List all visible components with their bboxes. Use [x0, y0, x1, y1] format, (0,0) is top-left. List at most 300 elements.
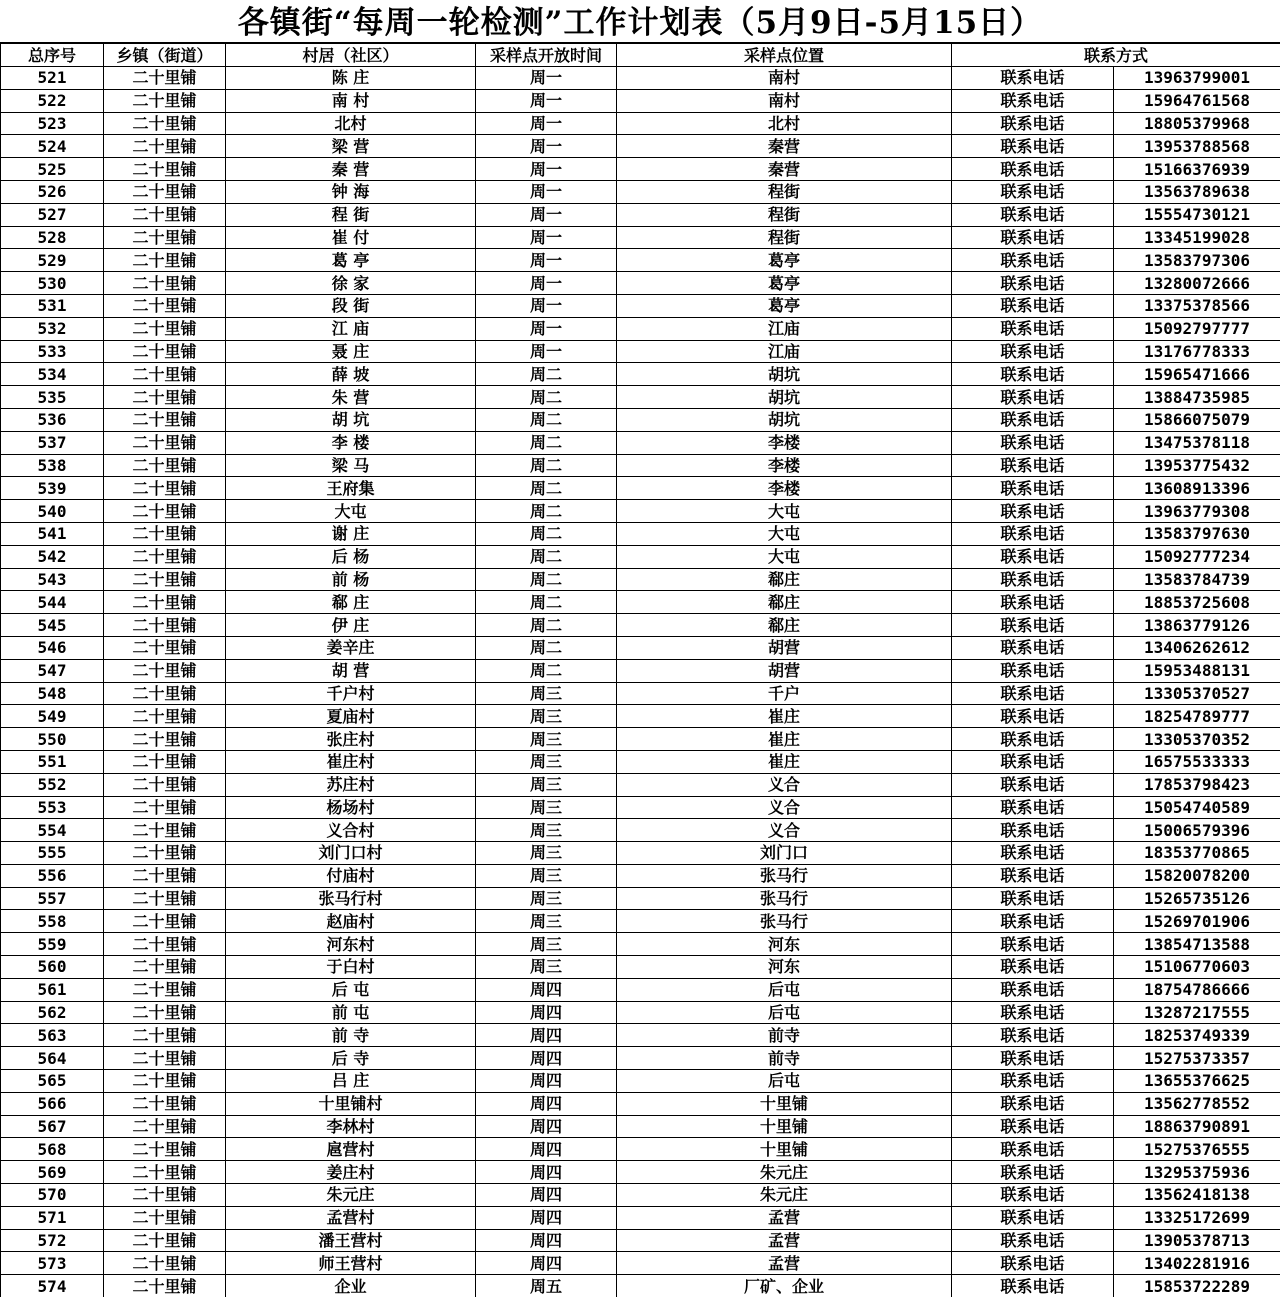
cell-village: 吕 庄 — [226, 1070, 476, 1093]
cell-seq: 568 — [1, 1138, 104, 1161]
cell-seq: 567 — [1, 1115, 104, 1138]
cell-seq: 555 — [1, 842, 104, 865]
cell-site: 义合 — [617, 773, 952, 796]
cell-seq: 523 — [1, 112, 104, 135]
cell-open-time: 周三 — [476, 956, 617, 979]
cell-open-time: 周三 — [476, 750, 617, 773]
cell-open-time: 周三 — [476, 887, 617, 910]
cell-open-time: 周四 — [476, 1024, 617, 1047]
cell-seq: 546 — [1, 636, 104, 659]
cell-phone: 13406262612 — [1114, 636, 1280, 659]
cell-site: 葛亭 — [617, 249, 952, 272]
table-row — [1, 1161, 1280, 1184]
cell-site: 大屯 — [617, 545, 952, 568]
cell-seq: 534 — [1, 363, 104, 386]
cell-phone: 13953788568 — [1114, 135, 1280, 158]
cell-seq: 572 — [1, 1229, 104, 1252]
cell-town: 二十里铺 — [104, 135, 226, 158]
cell-seq: 561 — [1, 978, 104, 1001]
cell-seq: 537 — [1, 431, 104, 454]
cell-town: 二十里铺 — [104, 363, 226, 386]
cell-contact-label: 联系电话 — [952, 454, 1114, 477]
cell-site: 朱元庄 — [617, 1161, 952, 1184]
cell-town: 二十里铺 — [104, 89, 226, 112]
cell-town: 二十里铺 — [104, 819, 226, 842]
cell-seq: 569 — [1, 1161, 104, 1184]
cell-town: 二十里铺 — [104, 1070, 226, 1093]
cell-site: 后屯 — [617, 1070, 952, 1093]
cell-phone: 18353770865 — [1114, 842, 1280, 865]
cell-contact-label: 联系电话 — [952, 728, 1114, 751]
cell-contact-label: 联系电话 — [952, 1024, 1114, 1047]
cell-village: 聂 庄 — [226, 340, 476, 363]
cell-town: 二十里铺 — [104, 454, 226, 477]
cell-seq: 554 — [1, 819, 104, 842]
cell-open-time: 周一 — [476, 317, 617, 340]
cell-site: 前寺 — [617, 1024, 952, 1047]
cell-contact-label: 联系电话 — [952, 226, 1114, 249]
table-row — [1, 819, 1280, 842]
cell-open-time: 周四 — [476, 1070, 617, 1093]
cell-site: 郗庄 — [617, 614, 952, 637]
cell-contact-label: 联系电话 — [952, 1229, 1114, 1252]
cell-site: 十里铺 — [617, 1138, 952, 1161]
cell-village: 前 杨 — [226, 568, 476, 591]
cell-site: 胡坑 — [617, 386, 952, 409]
cell-site: 千户 — [617, 682, 952, 705]
cell-town: 二十里铺 — [104, 728, 226, 751]
cell-site: 胡坑 — [617, 363, 952, 386]
cell-town: 二十里铺 — [104, 705, 226, 728]
table-row — [1, 1275, 1280, 1297]
cell-phone: 18805379968 — [1114, 112, 1280, 135]
cell-site: 李楼 — [617, 431, 952, 454]
cell-town: 二十里铺 — [104, 386, 226, 409]
cell-open-time: 周四 — [476, 1184, 617, 1207]
cell-open-time: 周二 — [476, 659, 617, 682]
cell-phone: 13963799001 — [1114, 67, 1280, 90]
cell-contact-label: 联系电话 — [952, 340, 1114, 363]
cell-village: 胡 坑 — [226, 408, 476, 431]
cell-site: 郗庄 — [617, 568, 952, 591]
cell-village: 姜辛庄 — [226, 636, 476, 659]
cell-contact-label: 联系电话 — [952, 705, 1114, 728]
cell-town: 二十里铺 — [104, 842, 226, 865]
cell-village: 杨场村 — [226, 796, 476, 819]
cell-village: 大屯 — [226, 500, 476, 523]
cell-site: 江庙 — [617, 317, 952, 340]
cell-open-time: 周三 — [476, 933, 617, 956]
cell-town: 二十里铺 — [104, 340, 226, 363]
cell-site: 义合 — [617, 819, 952, 842]
cell-seq: 544 — [1, 591, 104, 614]
table-row — [1, 659, 1280, 682]
cell-open-time: 周二 — [476, 363, 617, 386]
header-contact: 联系方式 — [952, 44, 1280, 67]
cell-town: 二十里铺 — [104, 773, 226, 796]
cell-seq: 559 — [1, 933, 104, 956]
cell-phone: 18253749339 — [1114, 1024, 1280, 1047]
cell-village: 赵庙村 — [226, 910, 476, 933]
cell-contact-label: 联系电话 — [952, 1252, 1114, 1275]
cell-open-time: 周一 — [476, 226, 617, 249]
cell-open-time: 周二 — [476, 522, 617, 545]
cell-site: 张马行 — [617, 887, 952, 910]
cell-seq: 526 — [1, 180, 104, 203]
cell-contact-label: 联系电话 — [952, 1138, 1114, 1161]
cell-seq: 571 — [1, 1206, 104, 1229]
table-row — [1, 1206, 1280, 1229]
cell-site: 葛亭 — [617, 272, 952, 295]
cell-phone: 15965471666 — [1114, 363, 1280, 386]
cell-seq: 551 — [1, 750, 104, 773]
cell-town: 二十里铺 — [104, 317, 226, 340]
cell-contact-label: 联系电话 — [952, 522, 1114, 545]
table-row — [1, 728, 1280, 751]
cell-town: 二十里铺 — [104, 249, 226, 272]
cell-village: 陈 庄 — [226, 67, 476, 90]
table-row — [1, 1047, 1280, 1070]
cell-town: 二十里铺 — [104, 1161, 226, 1184]
cell-open-time: 周三 — [476, 910, 617, 933]
cell-village: 秦 营 — [226, 158, 476, 181]
cell-open-time: 周五 — [476, 1275, 617, 1297]
cell-contact-label: 联系电话 — [952, 500, 1114, 523]
cell-open-time: 周二 — [476, 431, 617, 454]
cell-open-time: 周一 — [476, 112, 617, 135]
table-row — [1, 614, 1280, 637]
cell-open-time: 周一 — [476, 135, 617, 158]
cell-site: 胡营 — [617, 636, 952, 659]
table-row — [1, 1138, 1280, 1161]
cell-seq: 549 — [1, 705, 104, 728]
cell-town: 二十里铺 — [104, 272, 226, 295]
cell-open-time: 周二 — [476, 614, 617, 637]
cell-town: 二十里铺 — [104, 1229, 226, 1252]
cell-site: 朱元庄 — [617, 1184, 952, 1207]
cell-town: 二十里铺 — [104, 1047, 226, 1070]
cell-site: 刘门口 — [617, 842, 952, 865]
cell-phone: 15092797777 — [1114, 317, 1280, 340]
cell-town: 二十里铺 — [104, 294, 226, 317]
cell-town: 二十里铺 — [104, 614, 226, 637]
cell-phone: 18754786666 — [1114, 978, 1280, 1001]
cell-contact-label: 联系电话 — [952, 363, 1114, 386]
cell-contact-label: 联系电话 — [952, 89, 1114, 112]
cell-village: 师王营村 — [226, 1252, 476, 1275]
table-row — [1, 956, 1280, 979]
cell-open-time: 周三 — [476, 819, 617, 842]
cell-village: 钟 海 — [226, 180, 476, 203]
cell-open-time: 周三 — [476, 682, 617, 705]
cell-seq: 533 — [1, 340, 104, 363]
cell-contact-label: 联系电话 — [952, 842, 1114, 865]
cell-phone: 13963779308 — [1114, 500, 1280, 523]
cell-seq: 570 — [1, 1184, 104, 1207]
table-row — [1, 591, 1280, 614]
cell-site: 江庙 — [617, 340, 952, 363]
cell-village: 付庙村 — [226, 864, 476, 887]
cell-seq: 563 — [1, 1024, 104, 1047]
cell-open-time: 周三 — [476, 842, 617, 865]
cell-open-time: 周四 — [476, 1092, 617, 1115]
table-row — [1, 842, 1280, 865]
cell-contact-label: 联系电话 — [952, 317, 1114, 340]
cell-village: 江 庙 — [226, 317, 476, 340]
cell-open-time: 周四 — [476, 1115, 617, 1138]
table-row — [1, 1092, 1280, 1115]
cell-town: 二十里铺 — [104, 112, 226, 135]
cell-phone: 18254789777 — [1114, 705, 1280, 728]
table-row — [1, 317, 1280, 340]
cell-village: 姜庄村 — [226, 1161, 476, 1184]
cell-site: 程街 — [617, 203, 952, 226]
table-row — [1, 1184, 1280, 1207]
cell-contact-label: 联系电话 — [952, 294, 1114, 317]
cell-town: 二十里铺 — [104, 659, 226, 682]
table-row — [1, 386, 1280, 409]
cell-seq: 573 — [1, 1252, 104, 1275]
cell-phone: 15866075079 — [1114, 408, 1280, 431]
cell-seq: 574 — [1, 1275, 104, 1297]
table-row — [1, 887, 1280, 910]
cell-town: 二十里铺 — [104, 477, 226, 500]
cell-site: 孟营 — [617, 1206, 952, 1229]
cell-phone: 15092777234 — [1114, 545, 1280, 568]
table-row — [1, 135, 1280, 158]
cell-town: 二十里铺 — [104, 796, 226, 819]
cell-town: 二十里铺 — [104, 522, 226, 545]
cell-contact-label: 联系电话 — [952, 956, 1114, 979]
cell-seq: 552 — [1, 773, 104, 796]
cell-open-time: 周二 — [476, 636, 617, 659]
cell-contact-label: 联系电话 — [952, 431, 1114, 454]
table-row — [1, 568, 1280, 591]
cell-village: 王府集 — [226, 477, 476, 500]
header-open-time: 采样点开放时间 — [476, 44, 617, 67]
cell-seq: 558 — [1, 910, 104, 933]
cell-contact-label: 联系电话 — [952, 978, 1114, 1001]
cell-seq: 528 — [1, 226, 104, 249]
cell-village: 胡 营 — [226, 659, 476, 682]
cell-open-time: 周二 — [476, 408, 617, 431]
table-row — [1, 408, 1280, 431]
cell-village: 张马行村 — [226, 887, 476, 910]
cell-site: 义合 — [617, 796, 952, 819]
cell-contact-label: 联系电话 — [952, 1184, 1114, 1207]
table-row — [1, 910, 1280, 933]
cell-contact-label: 联系电话 — [952, 1047, 1114, 1070]
cell-seq: 564 — [1, 1047, 104, 1070]
cell-seq: 541 — [1, 522, 104, 545]
cell-phone: 13583784739 — [1114, 568, 1280, 591]
table-row — [1, 750, 1280, 773]
cell-town: 二十里铺 — [104, 910, 226, 933]
header-seq: 总序号 — [1, 44, 104, 67]
cell-village: 薛 坡 — [226, 363, 476, 386]
table-row — [1, 796, 1280, 819]
cell-village: 后 寺 — [226, 1047, 476, 1070]
cell-site: 崔庄 — [617, 750, 952, 773]
cell-town: 二十里铺 — [104, 636, 226, 659]
cell-contact-label: 联系电话 — [952, 272, 1114, 295]
cell-phone: 13563789638 — [1114, 180, 1280, 203]
cell-site: 李楼 — [617, 477, 952, 500]
cell-seq: 522 — [1, 89, 104, 112]
cell-site: 郗庄 — [617, 591, 952, 614]
table-row — [1, 203, 1280, 226]
cell-phone: 15275373357 — [1114, 1047, 1280, 1070]
table-row — [1, 978, 1280, 1001]
table-row — [1, 1115, 1280, 1138]
table-row — [1, 1001, 1280, 1024]
table-row — [1, 933, 1280, 956]
cell-village: 徐 家 — [226, 272, 476, 295]
cell-village: 梁 马 — [226, 454, 476, 477]
cell-seq: 566 — [1, 1092, 104, 1115]
cell-phone: 15106770603 — [1114, 956, 1280, 979]
table-row — [1, 1024, 1280, 1047]
table-row — [1, 773, 1280, 796]
cell-seq: 535 — [1, 386, 104, 409]
table-row — [1, 340, 1280, 363]
cell-village: 李 楼 — [226, 431, 476, 454]
cell-village: 潘王营村 — [226, 1229, 476, 1252]
cell-site: 南村 — [617, 67, 952, 90]
header-town: 乡镇（街道） — [104, 44, 226, 67]
cell-phone: 13325172699 — [1114, 1206, 1280, 1229]
cell-village: 于白村 — [226, 956, 476, 979]
cell-open-time: 周三 — [476, 796, 617, 819]
table-row — [1, 67, 1280, 90]
cell-phone: 15166376939 — [1114, 158, 1280, 181]
cell-site: 张马行 — [617, 864, 952, 887]
cell-town: 二十里铺 — [104, 158, 226, 181]
cell-village: 程 街 — [226, 203, 476, 226]
cell-site: 孟营 — [617, 1252, 952, 1275]
cell-town: 二十里铺 — [104, 431, 226, 454]
cell-contact-label: 联系电话 — [952, 408, 1114, 431]
cell-contact-label: 联系电话 — [952, 1070, 1114, 1093]
cell-phone: 17853798423 — [1114, 773, 1280, 796]
table-row — [1, 226, 1280, 249]
cell-seq: 548 — [1, 682, 104, 705]
cell-open-time: 周四 — [476, 1001, 617, 1024]
cell-village: 苏庄村 — [226, 773, 476, 796]
cell-contact-label: 联系电话 — [952, 933, 1114, 956]
cell-town: 二十里铺 — [104, 682, 226, 705]
cell-seq: 540 — [1, 500, 104, 523]
table-row — [1, 249, 1280, 272]
cell-town: 二十里铺 — [104, 864, 226, 887]
cell-contact-label: 联系电话 — [952, 67, 1114, 90]
cell-contact-label: 联系电话 — [952, 1206, 1114, 1229]
cell-phone: 15953488131 — [1114, 659, 1280, 682]
cell-open-time: 周一 — [476, 158, 617, 181]
table-row — [1, 180, 1280, 203]
table-row — [1, 272, 1280, 295]
cell-village: 后 杨 — [226, 545, 476, 568]
cell-village: 崔庄村 — [226, 750, 476, 773]
cell-town: 二十里铺 — [104, 1138, 226, 1161]
cell-seq: 543 — [1, 568, 104, 591]
cell-town: 二十里铺 — [104, 1024, 226, 1047]
cell-village: 郗 庄 — [226, 591, 476, 614]
cell-contact-label: 联系电话 — [952, 887, 1114, 910]
table-row — [1, 682, 1280, 705]
table-row — [1, 477, 1280, 500]
cell-town: 二十里铺 — [104, 956, 226, 979]
cell-seq: 550 — [1, 728, 104, 751]
cell-contact-label: 联系电话 — [952, 180, 1114, 203]
cell-contact-label: 联系电话 — [952, 112, 1114, 135]
header-site: 采样点位置 — [617, 44, 952, 67]
cell-open-time: 周三 — [476, 864, 617, 887]
cell-open-time: 周一 — [476, 272, 617, 295]
cell-phone: 15006579396 — [1114, 819, 1280, 842]
cell-phone: 13402281916 — [1114, 1252, 1280, 1275]
cell-contact-label: 联系电话 — [952, 591, 1114, 614]
cell-village: 十里铺村 — [226, 1092, 476, 1115]
cell-site: 秦营 — [617, 158, 952, 181]
table-body — [1, 67, 1280, 1298]
cell-phone: 15964761568 — [1114, 89, 1280, 112]
cell-site: 后屯 — [617, 1001, 952, 1024]
cell-phone: 13562418138 — [1114, 1184, 1280, 1207]
table-row — [1, 363, 1280, 386]
cell-site: 程街 — [617, 180, 952, 203]
cell-phone: 15265735126 — [1114, 887, 1280, 910]
cell-phone: 13583797630 — [1114, 522, 1280, 545]
cell-village: 梁 营 — [226, 135, 476, 158]
cell-contact-label: 联系电话 — [952, 614, 1114, 637]
cell-phone: 13655376625 — [1114, 1070, 1280, 1093]
cell-town: 二十里铺 — [104, 180, 226, 203]
cell-village: 河东村 — [226, 933, 476, 956]
schedule-table — [0, 43, 1280, 1297]
cell-open-time: 周二 — [476, 591, 617, 614]
cell-contact-label: 联系电话 — [952, 477, 1114, 500]
cell-seq: 538 — [1, 454, 104, 477]
cell-phone: 16575533333 — [1114, 750, 1280, 773]
header-village: 村居（社区） — [226, 44, 476, 67]
cell-seq: 565 — [1, 1070, 104, 1093]
cell-seq: 527 — [1, 203, 104, 226]
cell-seq: 530 — [1, 272, 104, 295]
cell-phone: 13280072666 — [1114, 272, 1280, 295]
cell-open-time: 周四 — [476, 1138, 617, 1161]
cell-seq: 539 — [1, 477, 104, 500]
cell-phone: 13295375936 — [1114, 1161, 1280, 1184]
cell-seq: 536 — [1, 408, 104, 431]
cell-site: 十里铺 — [617, 1092, 952, 1115]
cell-town: 二十里铺 — [104, 203, 226, 226]
cell-village: 前 寺 — [226, 1024, 476, 1047]
cell-site: 秦营 — [617, 135, 952, 158]
cell-open-time: 周二 — [476, 568, 617, 591]
page-title: 各镇街“每周一轮检测”工作计划表（5月9日-5月15日） — [0, 0, 1280, 43]
cell-town: 二十里铺 — [104, 1275, 226, 1297]
cell-contact-label: 联系电话 — [952, 1161, 1114, 1184]
cell-phone: 13905378713 — [1114, 1229, 1280, 1252]
cell-village: 企业 — [226, 1275, 476, 1297]
cell-site: 厂矿、企业 — [617, 1275, 952, 1297]
cell-phone: 18853725608 — [1114, 591, 1280, 614]
cell-village: 夏庙村 — [226, 705, 476, 728]
cell-contact-label: 联系电话 — [952, 910, 1114, 933]
cell-site: 葛亭 — [617, 294, 952, 317]
table-row — [1, 1252, 1280, 1275]
